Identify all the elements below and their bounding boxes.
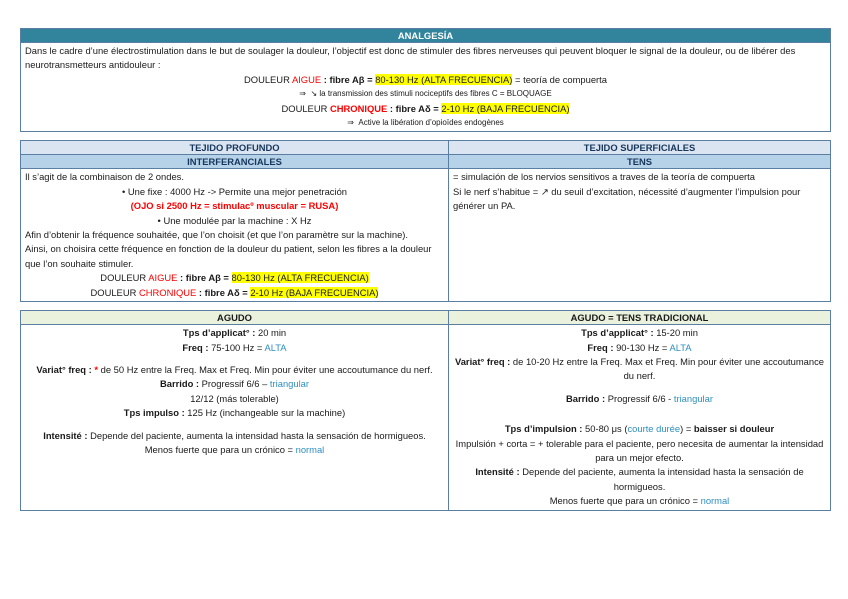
arrow-icon: ⇒ [347, 118, 354, 128]
aigue-word: AIGUE [148, 272, 178, 284]
chron-fibre: : fibre Aδ = [196, 286, 251, 298]
tens-freq [453, 341, 826, 355]
value-normal: normal [295, 443, 325, 455]
label: Variat° freq : [36, 363, 92, 375]
deep-cell [21, 169, 449, 302]
value-triangular: triangular [269, 378, 310, 390]
intro-text: Dans le cadre d’une électrostimulation dans le but de soulager la douleur, l’objectif est donc de stimuler des fibres nerveuses qui peuvent bloquer le signal de la douleur, ou de libérer des neurotransmetteurs antidouleur : [25, 45, 796, 71]
deep-line: Ainsi, on choisira cette fréquence en fonction de la douleur du patient, selon les fibres a la douleur que l’on souhaite stimuler. [25, 243, 432, 269]
asterisk: * [91, 363, 101, 375]
tens-line: = simulación de los nervios sensitivos a traves de la teoría de compuerta [453, 171, 755, 183]
label: Barrido : [159, 378, 200, 390]
arrow-icon: ⇒ [299, 89, 306, 99]
value-triangular: triangular [673, 392, 713, 404]
deep-bullet: • Une fixe : 4000 Hz -> Permite una mejor penetración [25, 185, 444, 199]
chron-freq-highlight: 2-10 Hz (BAJA FRECUENCIA) [250, 286, 379, 298]
deep-chron-line [25, 286, 444, 300]
agudo-tens-cell [449, 325, 831, 510]
value: Depende del paciente, aumenta la intensidad hasta la sensación de hormigueos. [87, 429, 426, 441]
tens-tps [453, 326, 826, 340]
agudo-cell [21, 325, 449, 510]
intro-aigue-note [25, 87, 826, 101]
label: Barrido : [566, 392, 606, 404]
chron-freq-highlight: 2-10 Hz (BAJA FRECUENCIA) [441, 102, 570, 114]
agudo-variat [25, 363, 444, 377]
analgesia-document [20, 28, 830, 511]
agudo-barrido-2: 12/12 (más tolerable) [190, 392, 279, 404]
value-bold: baisser si douleur [693, 423, 775, 435]
aigue-word: AIGUE [291, 73, 322, 85]
aigue-freq-highlight: 80-130 Hz (ALTA FRECUENCIA) [231, 272, 369, 284]
label: Freq : [587, 341, 614, 353]
value: Depende del paciente, aumenta la intensidad hasta la sensación de hormigueos. [519, 466, 804, 492]
label: Variat° freq : [454, 355, 511, 367]
value: Progressif 6/6 – [199, 378, 270, 390]
agudo-impulso [25, 406, 444, 420]
deep-line: Afin d’obtenir la fréquence souhaitée, que l’on choisit (et que l’on paramètre sur la machine). [25, 229, 409, 241]
agudo-tens-header: AGUDO = TENS TRADICIONAL [449, 311, 831, 325]
tens-intensite [453, 465, 826, 494]
label: Tps d’applicat° : [182, 327, 256, 339]
value: 75-100 Hz = [208, 341, 265, 353]
aigue-fibre: : fibre Aβ = [177, 272, 232, 284]
value: 20 min [255, 327, 287, 339]
value: Menos fuerte que para un crónico = [144, 443, 296, 455]
aigue-post: = teoría de compuerta [512, 73, 607, 85]
tens-header: TENS [449, 155, 831, 169]
tens-barrido [453, 392, 826, 406]
chron-prefix: DOULEUR [90, 286, 139, 298]
deep-bullet: • Une modulée par la machine : X Hz [25, 214, 444, 228]
agudo-barrido [25, 377, 444, 391]
agudo-freq [25, 341, 444, 355]
chron-note-text: Active la libération d’opioïdes endogènes [358, 118, 504, 128]
deep-aigue-line [25, 271, 444, 285]
value: 125 Hz (inchangeable sur la machine) [184, 407, 346, 419]
value-alta: ALTA [264, 341, 287, 353]
page-title: ANALGESÍA [21, 29, 831, 43]
value: 90-130 Hz = [613, 341, 670, 353]
label: Tps d’impulsion : [504, 423, 583, 435]
value-normal: normal [700, 495, 730, 507]
label: Intensité : [475, 466, 520, 478]
tens-variat [453, 355, 826, 384]
aigue-fibre: : fibre Aβ = [321, 73, 376, 85]
intro-aigue-line [25, 73, 826, 87]
tens-menos [453, 494, 826, 508]
value: de 10-20 Hz entre la Freq. Max et Freq. Min pour éviter une accoutumance du nerf. [510, 355, 825, 382]
tens-impulsion-note: Impulsión + corta = + tolerable para el paciente, pero necesita de aumentar la intensidad para un mejor efecto. [455, 437, 824, 463]
deep-header: TEJIDO PROFUNDO [21, 141, 449, 155]
value-courte: courte durée [627, 423, 681, 435]
agudo-tps [25, 326, 444, 340]
label: Tps impulso : [123, 407, 185, 419]
value: Progressif 6/6 - [605, 392, 674, 404]
value: ) = [680, 423, 694, 435]
value: Menos fuerte que para un crónico = [549, 495, 701, 507]
label: Freq : [182, 341, 209, 353]
label: Tps d’applicat° : [581, 327, 654, 339]
chron-prefix: DOULEUR [281, 102, 330, 114]
superficial-header: TEJIDO SUPERFICIALES [449, 141, 831, 155]
deep-warning: (OJO si 2500 Hz = stimulacº muscular = RUSA) [130, 200, 339, 212]
tens-line: Si le nerf s’habitue = ↗ du seuil d’excitation, nécessité d’augmenter l’impulsion pour générer un PA. [453, 185, 801, 212]
aigue-prefix: DOULEUR [244, 73, 292, 85]
intro-chron-line [25, 102, 826, 116]
agudo-header: AGUDO [21, 311, 449, 325]
value: 15-20 min [653, 327, 698, 339]
intro-chron-note [25, 116, 826, 130]
chron-word: CHRONIQUE [138, 286, 197, 298]
label: Intensité : [43, 429, 88, 441]
agudo-intensite [25, 429, 444, 443]
interferenciales-header: INTERFERANCIALES [21, 155, 449, 169]
deep-line: Il s’agit de la combinaison de 2 ondes. [25, 171, 184, 183]
chron-fibre: : fibre Aδ = [387, 102, 442, 114]
chron-word: CHRONIQUE [329, 102, 388, 114]
aigue-prefix: DOULEUR [100, 272, 149, 284]
aigue-freq-highlight: 80-130 Hz (ALTA FRECUENCIA) [375, 73, 513, 85]
aigue-note-text: ↘ la transmission des stimuli nociceptifs des fibres C = BLOQUAGE [310, 89, 552, 99]
value: 50-80 μs ( [582, 423, 628, 435]
tens-impulsion [453, 422, 826, 436]
analgesia-table [20, 28, 831, 511]
agudo-menos [25, 443, 444, 457]
superficial-cell [449, 169, 831, 302]
value: de 50 Hz entre la Freq. Max et Freq. Min pour éviter une accoutumance du nerf. [100, 363, 433, 375]
value-alta: ALTA [669, 341, 692, 353]
intro-cell [21, 43, 831, 132]
